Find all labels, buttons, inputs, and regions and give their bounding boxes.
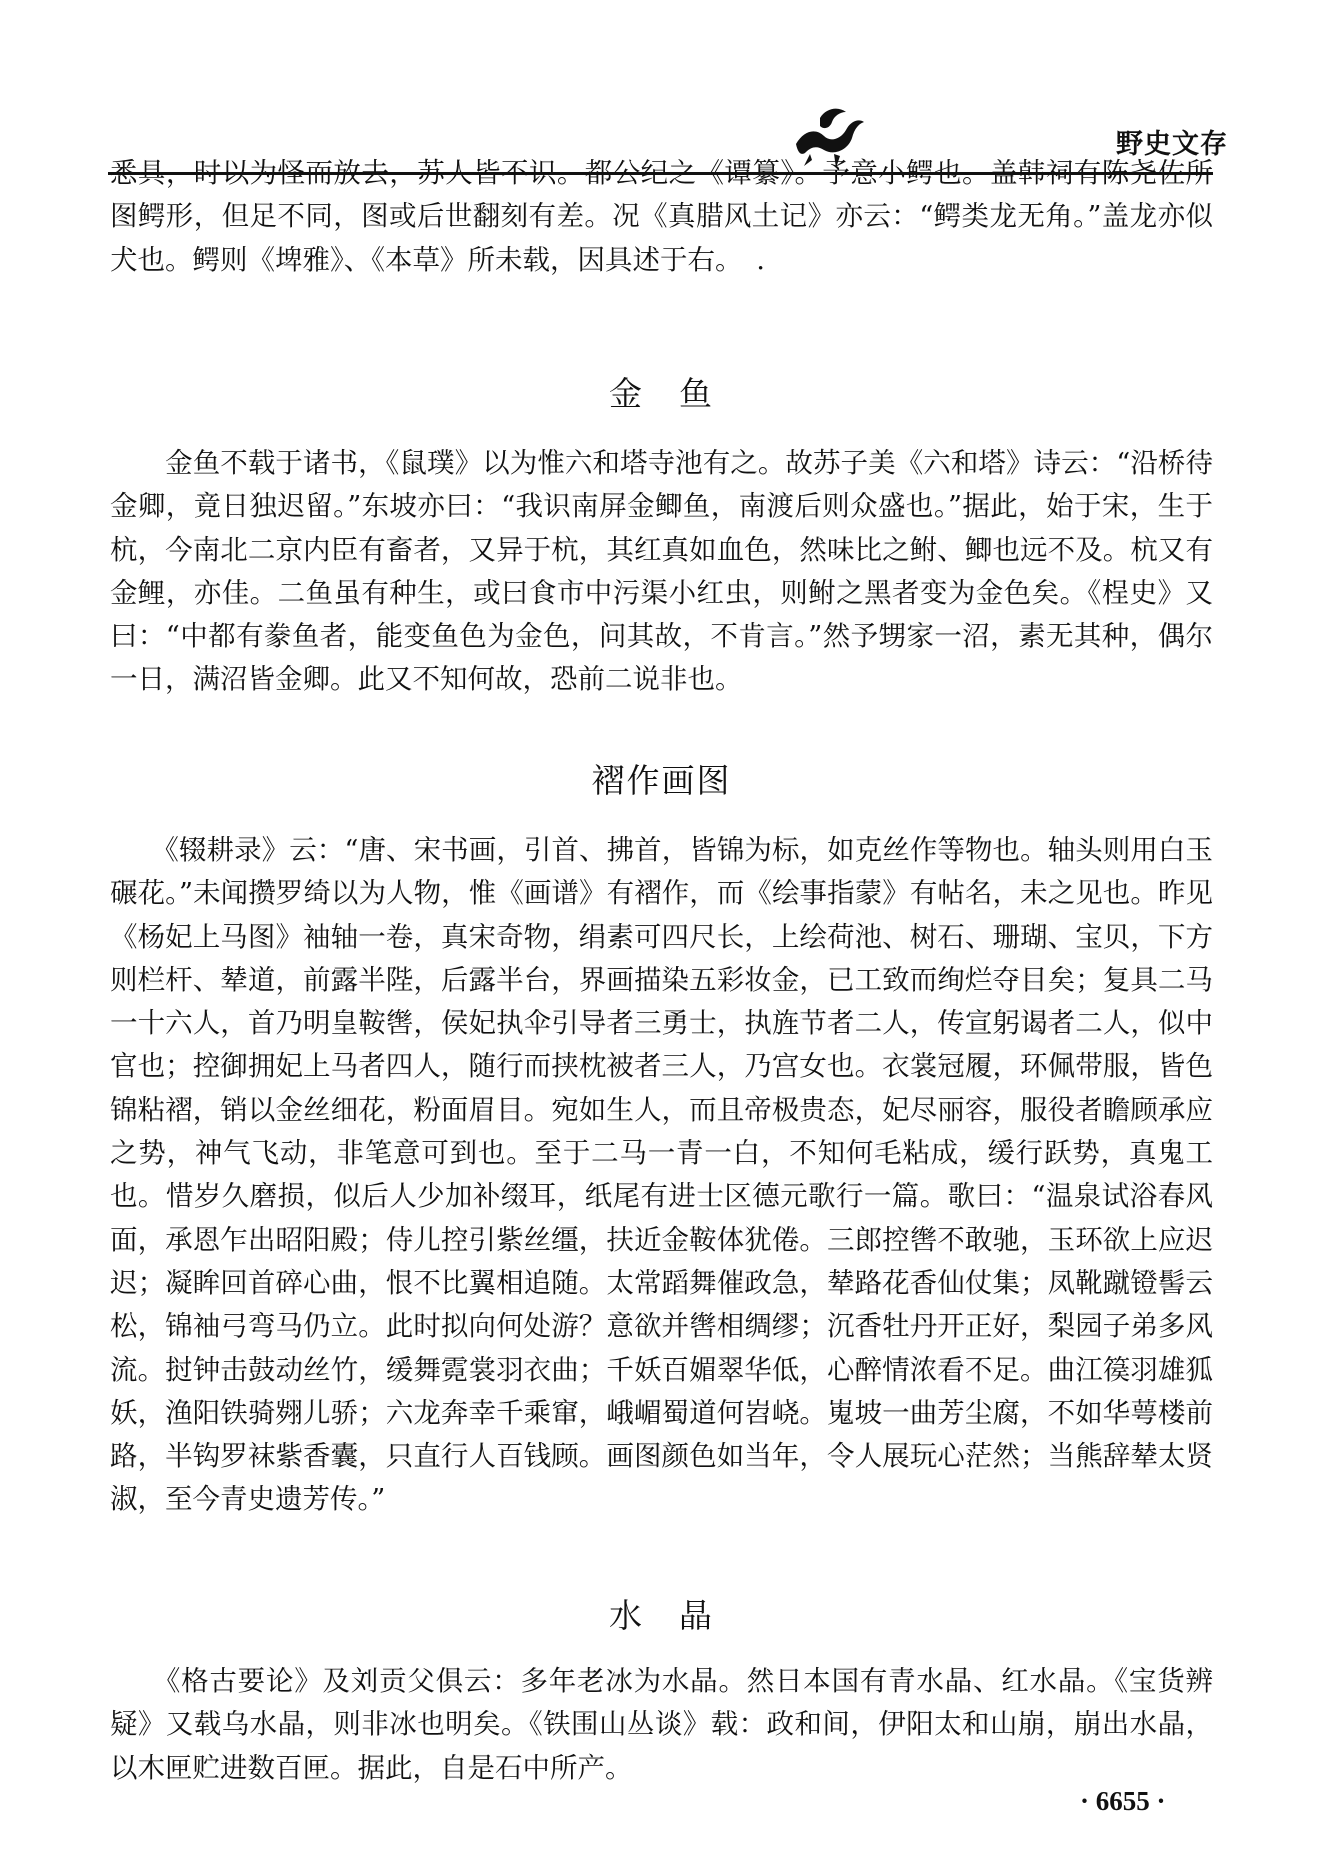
- section-title-crystal: 水 晶: [609, 1596, 714, 1635]
- body-paragraph: 《辍耕录》云：“唐、宋书画，引首、拂首，皆锦为标，如克丝作等物也。轴头则用白玉碾花。”未闻攒罗绮以为人物，惟《画谱》有褶作，而《绘事指蒙》有帖名，未之见也。昨见《杨妃上马图》袖轴一卷，真宋奇物，绢素可四尺长，上绘荷池、树石、珊瑚、宝贝，下方则栏杆、辇道，前露半陛，后露半台，界画描染五彩妆金，已工致而绚烂夺目矣；复具二马一十六人，首乃明皇鞍辔，侯妃执伞引导者三勇士，执旌节者二人，传宣躬谒者二人，似中官也；控御拥妃上马者四人，随行而挟枕被者三人，乃宫女也。衣裳冠履，环佩带服，皆色锦粘褶，销以金丝细花，粉面眉目。宛如生人，而且帝极贵态，妃尽丽容，服役者瞻顾承应之势，神气飞动，非笔意可到也。至于二马一青一白，不知何毛粘成，缓行跃势，真鬼工也。惜岁久磨损，似后人少加补缀耳，纸尾有进士区德元歌行一篇。歌曰：“温泉试浴春风面，承恩乍出昭阳殿；侍儿控引紫丝缰，扶近金鞍体犹倦。三郎控辔不敢驰，玉环欲上应迟迟；凝眸回首碎心曲，恨不比翼相追随。太常蹈舞催政急，辇路花香仙仗集；凤靴蹴镫髻云松，锦袖弓弯马仍立。此时拟向何处游？意欲并辔相绸缪；沉香牡丹开正好，梨园子弟多风流。挝钟击鼓动丝竹，缓舞霓裳羽衣曲；千妖百媚翠华低，心醉情浓看不足。曲江篌羽雄狐妖，渔阳铁骑翙儿骄；六龙奔幸千乘窜，峨嵋蜀道何岧峣。嵬坡一曲芳尘腐，不如华萼楼前路，半钩罗袜紫香囊，只直行人百钱顾。画图颜色如当年，令人展玩心茫然；当熊辞辇太贤淑，至今青史遗芳传。”: [110, 834, 1213, 1516]
- section-title-goldfish: 金 鱼: [609, 374, 714, 413]
- page-number: · 6655 ·: [1080, 1786, 1166, 1816]
- section-continuation: [110, 152, 1213, 282]
- section-crystal: [110, 1660, 1213, 1790]
- body-paragraph: 《格古要论》及刘贡父俱云：多年老冰为水晶。然日本国有青水晶、红水晶。《宝货辨疑》又载乌水晶，则非冰也明矣。《铁围山丛谈》载：政和间，伊阳太和山崩，崩出水晶，以木匣贮进数百匣。据此，自是石中所产。: [110, 1665, 1213, 1784]
- section-pleated-painting: [110, 829, 1213, 1522]
- section-goldfish: [110, 442, 1213, 702]
- section-title-pleated-painting: 褶作画图: [591, 761, 732, 800]
- body-paragraph: 金鱼不载于诸书，《鼠璞》以为惟六和塔寺池有之。故苏子美《六和塔》诗云：“沿桥待金卿，竟日独迟留。”东坡亦曰：“我识南屏金鲫鱼，南渡后则众盛也。”据此，始于宋，生于杭，今南北二京内臣有畜者，又异于杭，其红真如血色，然味比之鲋、鲫也远不及。杭又有金鲤，亦佳。二鱼虽有种生，或曰食市中污渠小红虫，则鲋之黑者变为金色矣。《桯史》又曰：“中都有豢鱼者，能变鱼色为金色，问其故，不肯言。”然予甥家一沼，素无其种，偶尔一日，满沼皆金卿。此又不知何故，恐前二说非也。: [110, 447, 1213, 696]
- series-title: 野史文存: [1116, 129, 1228, 160]
- body-paragraph: 悉具，时以为怪而放去，苏人皆不识。都公纪之《谭纂》。予意小鳄也。盖韩祠有陈尧佐所图鳄形，但足不同，图或后世翻刻有差。况《真腊风土记》亦云：“鳄类龙无角。”盖龙亦似犬也。鳄则《埤雅》、《本草》所未载，因具述于右。 .: [110, 157, 1213, 276]
